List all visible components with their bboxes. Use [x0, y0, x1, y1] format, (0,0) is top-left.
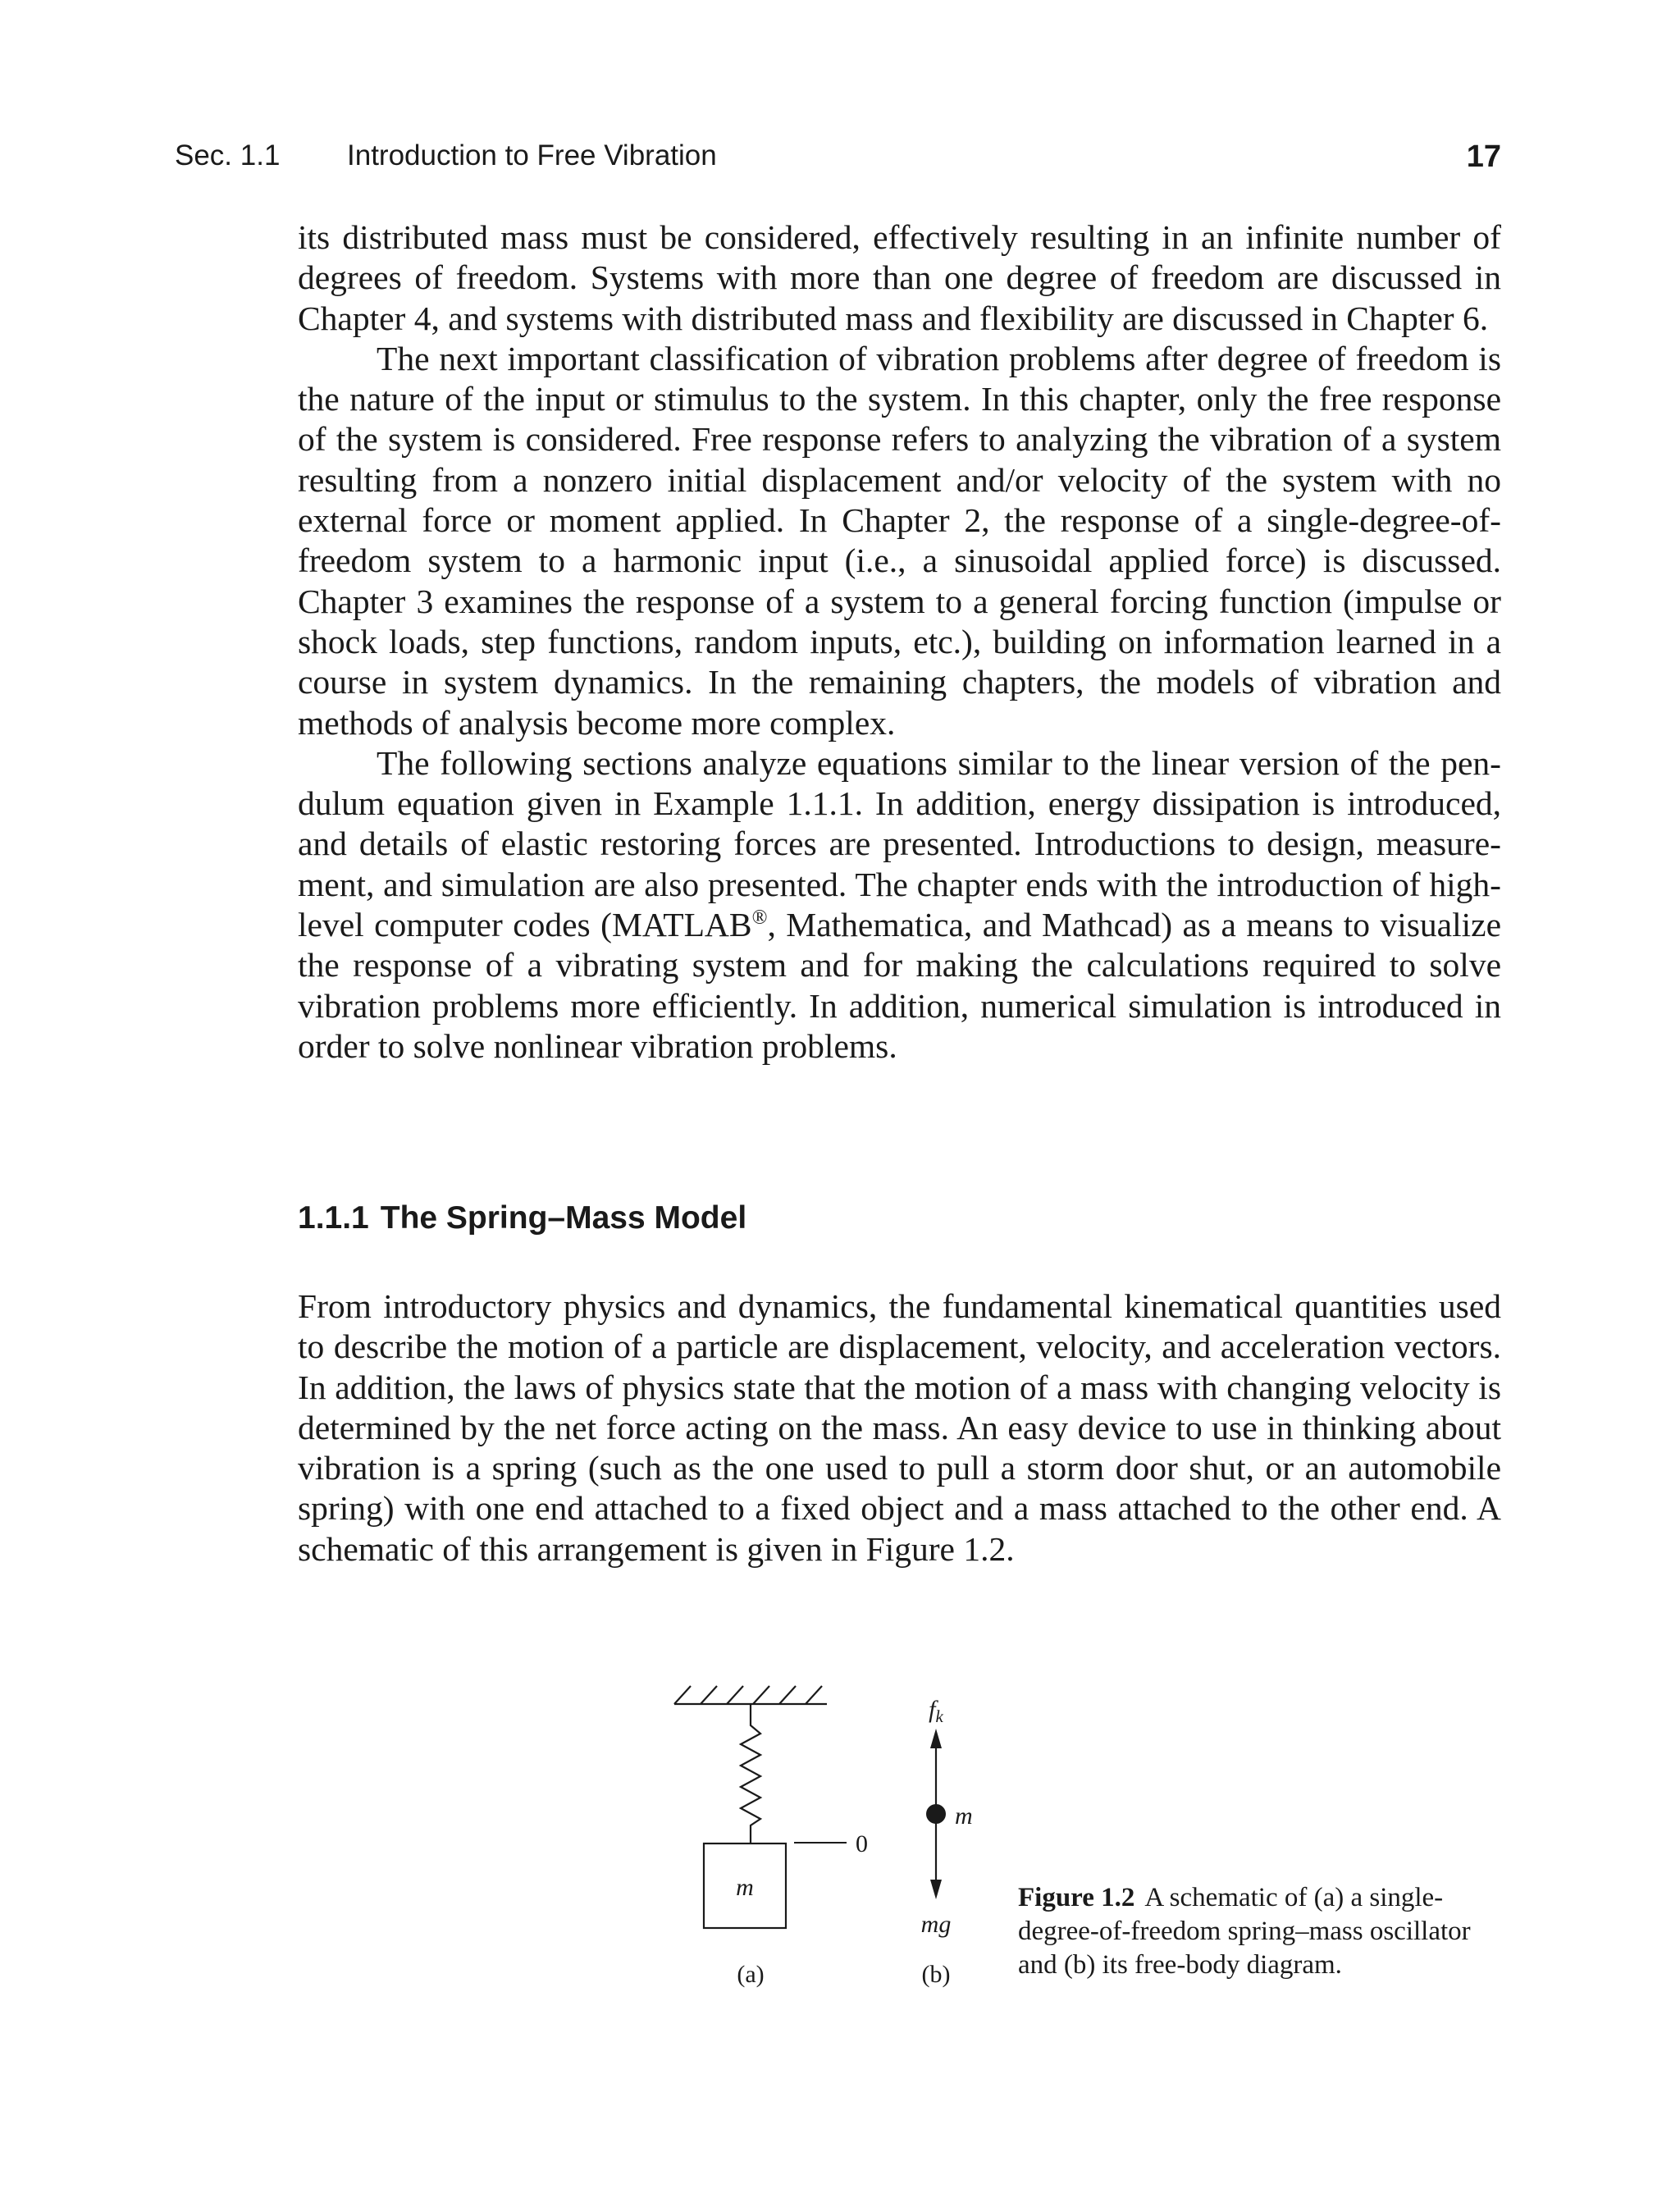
paragraph-text-part-1: The following sections analyze equations similar to the linear version of the pendulum equation given in Example 1.1.1. In addition, energy dissipation is introduced, and details of elastic restoring forces are presented. Introductions to design, measurement, and simulation are also presented. The chapter ends with the introduction of high-level computer codes (MATLAB — [298, 743, 1501, 944]
zero-reference-label: 0 — [856, 1830, 868, 1857]
fixed-support — [674, 1686, 827, 1704]
paragraph-text-part-2: , Mathematica, and Mathcad) as a means to visualize the response of a vibrating system and for making the calculations required to solve vibration problems more efficiently. In addition, numerical simulation is introduced in order to solve nonlinear vibration problems. — [298, 906, 1501, 1065]
body-text-block-1 — [298, 217, 1501, 1067]
paragraph-continued: its distributed mass must be considered, effectively resulting in an infinite number of degrees of freedom. Systems with more than one degree of freedom are discussed in Chapter 4, and systems with distributed mass and flexibility are discussed in Chapter 6. — [298, 218, 1501, 337]
paragraph-classification: The next important classification of vibration problems after degree of freedom is the nature of the input or stimulus to the system. In this chapter, only the free response of the system is considered. Free response refers to analyzing the vibration of a system resulting from a nonzero initial displacement and/or velocity of the system with no external force or moment applied. In Chapter 2, the response of a single-degree-of-freedom system to a harmonic input (i.e., a sinusoidal applied force) is discussed. Chapter 3 examines the response of a system to a general forcing function (impulse or shock loads, step functions, random inputs, etc.), building on information learned in a course in system dynamics. In the remaining chapters, the models of vibration and methods of analysis become more complex. — [298, 339, 1501, 742]
mass-label-a: m — [736, 1874, 754, 1901]
spring-force-label: $f_k$ — [929, 1696, 943, 1726]
paragraph-following-sections — [298, 743, 1501, 1067]
mass-label-b: m — [955, 1802, 973, 1830]
page-number: 17 — [1466, 139, 1501, 174]
section-number: 1.1.1 — [298, 1200, 369, 1236]
figure-caption — [1018, 1881, 1510, 1982]
chapter-title: Introduction to Free Vibration — [347, 139, 717, 171]
section-label: Sec. 1.1 — [175, 139, 281, 171]
paragraph-spring-mass-intro: From introductory physics and dynamics, the fundamental kinematical quantities used to describe the motion of a particle are displacement, velocity, and acceleration vectors. In addition, the laws of physics state that the motion of a mass with changing velocity is determined by the net force acting on the mass. An easy device to use in thinking about vibration is a spring (such as the one used to pull a storm door shut, or an automobile spring) with one end attached to a fixed object and a mass attached to the other end. A schematic of this arrangement is given in Figure 1.2. — [298, 1287, 1501, 1568]
spring — [741, 1704, 760, 1843]
weight-arrowhead — [930, 1880, 942, 1899]
section-title: The Spring–Mass Model — [380, 1200, 747, 1236]
running-head — [175, 139, 1501, 179]
figure-1-2-diagram — [656, 1661, 984, 2039]
weight-label: mg — [920, 1911, 952, 1938]
subfigure-label-a: (a) — [737, 1961, 765, 1988]
subfigure-label-b: (b) — [921, 1961, 951, 1988]
figure-number: Figure 1.2 — [1018, 1883, 1135, 1912]
registered-mark: ® — [751, 907, 768, 930]
figure-caption-text: A schematic of (a) a single-degree-of-freedom spring–mass oscillator and (b) its free-body diagram. — [1018, 1883, 1471, 1980]
spring-force-arrowhead — [930, 1729, 942, 1748]
body-text-block-2 — [298, 1286, 1501, 1569]
section-heading — [298, 1200, 746, 1236]
